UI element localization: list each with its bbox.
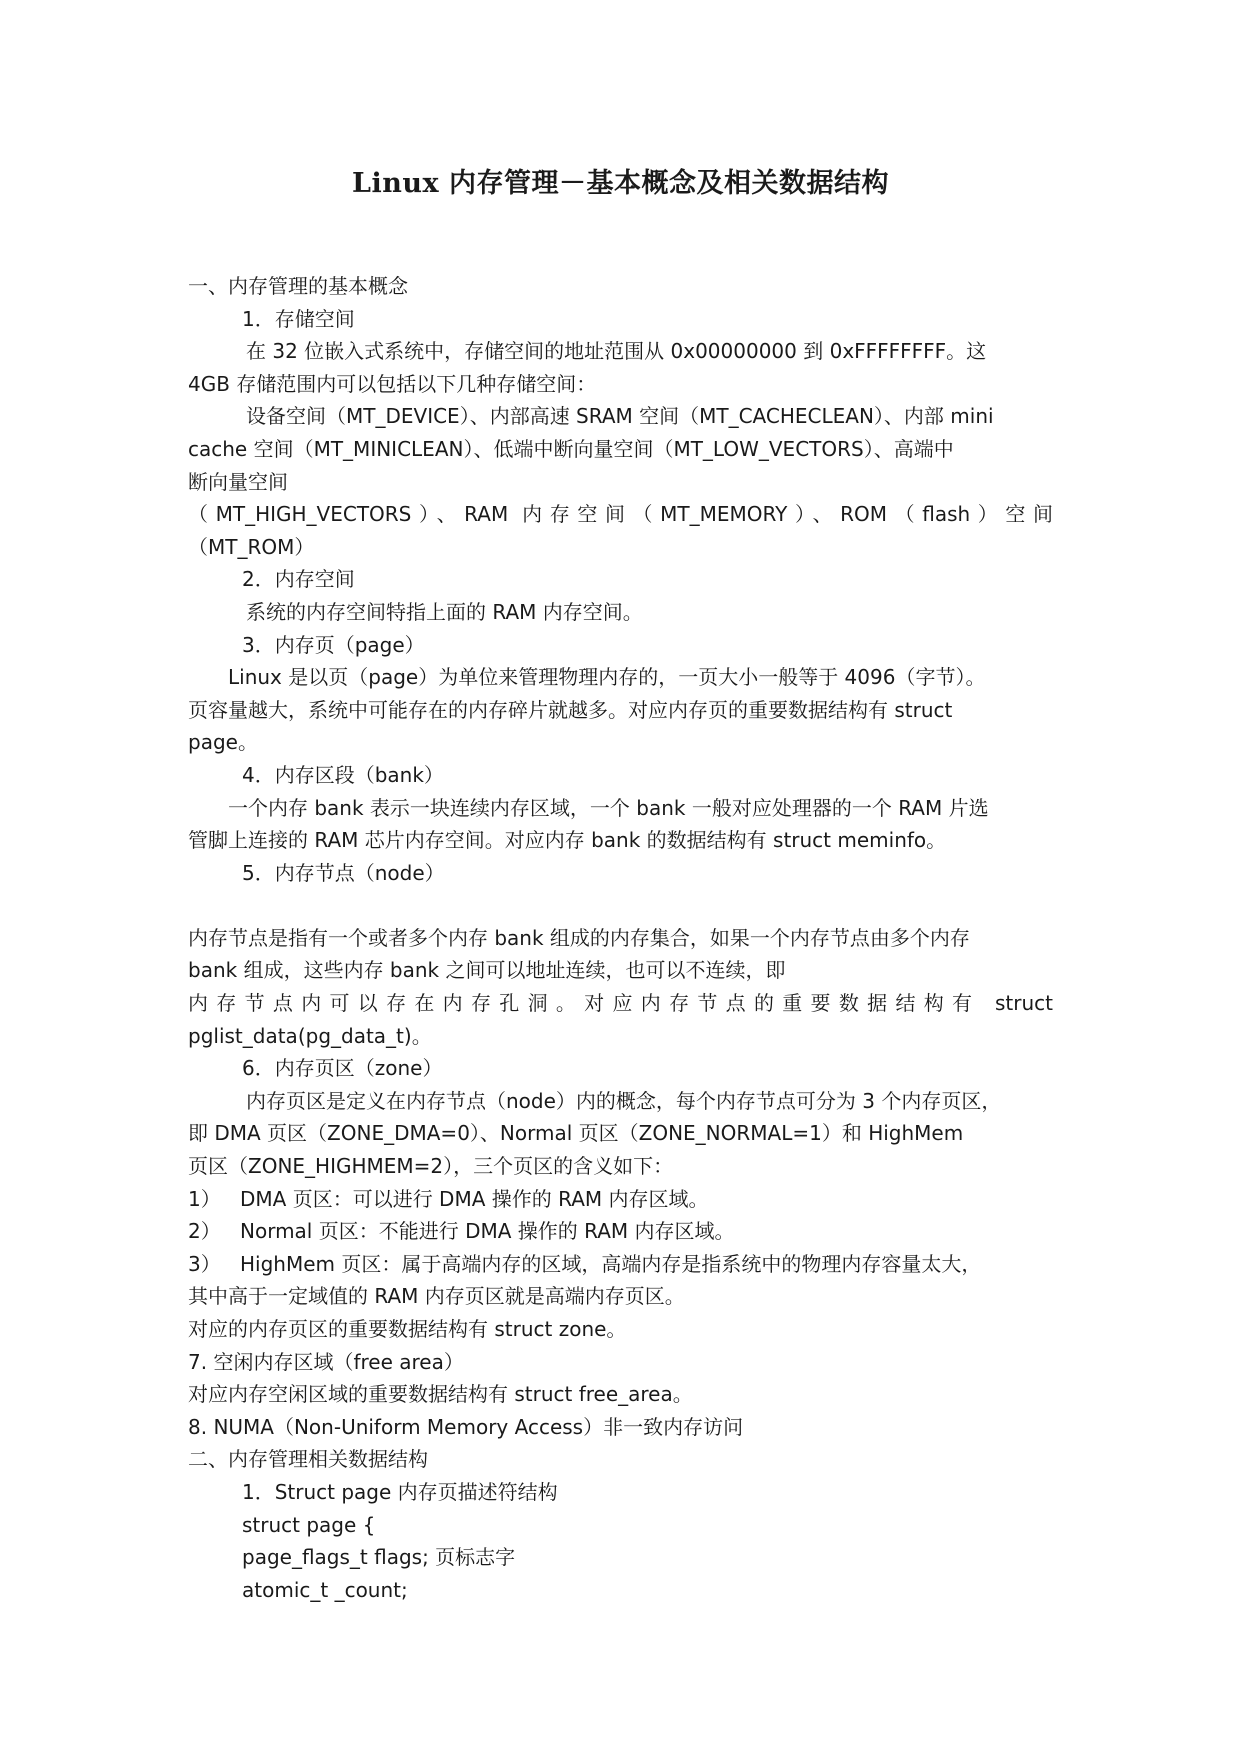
- paragraph-line: bank 组成，这些内存 bank 之间可以地址连续，也可以不连续，即: [188, 958, 786, 983]
- paragraph-line: 对应的内存页区的重要数据结构有 struct zone。: [188, 1317, 627, 1341]
- paragraph-line: pglist_data(pg_data_t)。: [188, 1023, 432, 1048]
- paragraph-line: 内存页区是定义在内存节点（node）内的概念，每个内存节点可分为 3 个内存页区，: [246, 1088, 1002, 1113]
- section-heading-basic-concepts: 一、内存管理的基本概念: [188, 274, 408, 298]
- section-heading-data-structures: 二、内存管理相关数据结构: [188, 1447, 428, 1472]
- list-item-text: Normal 页区：不能进行 DMA 操作的 RAM 内存区域。: [240, 1219, 735, 1244]
- paragraph-line: 对应内存空闲区域的重要数据结构有 struct free_area。: [188, 1382, 693, 1407]
- code-line: atomic_t _count;: [242, 1577, 408, 1602]
- paragraph-line: 设备空间（MT_DEVICE）、内部高速 SRAM 空间（MT_CACHECLEAN）、内部 mini: [246, 404, 994, 429]
- list-item: [188, 1248, 1053, 1281]
- paragraph-line: 内存节点内可以存在内存孔洞。对应内存节点的重要数据结构有 struct: [188, 991, 1053, 1016]
- subheading-storage-space: 1．存储空间: [242, 306, 355, 331]
- subheading-memory-bank: 4．内存区段（bank）: [242, 762, 444, 787]
- subheading-free-area: 7. 空闲内存区域（free area）: [188, 1349, 464, 1374]
- subheading-struct-page: 1．Struct page 内存页描述符结构: [242, 1479, 558, 1504]
- subheading-memory-zone: 6．内存页区（zone）: [242, 1056, 443, 1081]
- code-line: struct page {: [242, 1512, 376, 1537]
- code-line: page_flags_t flags; 页标志字: [242, 1545, 516, 1570]
- paragraph-line: 即 DMA 页区（ZONE_DMA=0）、Normal 页区（ZONE_NORMAL=1）和 HighMem: [188, 1121, 964, 1146]
- paragraph-line: 页区（ZONE_HIGHMEM=2），三个页区的含义如下：: [188, 1154, 674, 1179]
- list-item: [188, 1183, 1053, 1216]
- page-title: Linux 内存管理－基本概念及相关数据结构: [352, 168, 889, 199]
- paragraph-line: cache 空间（MT_MINICLEAN）、低端中断向量空间（MT_LOW_VECTORS）、高端中: [188, 436, 954, 461]
- subheading-memory-node: 5．内存节点（node）: [242, 860, 445, 885]
- list-item-number: 1）: [188, 1186, 221, 1211]
- paragraph-line: （MT_HIGH_VECTORS）、RAM 内存空间（MT_MEMORY）、ROM（flash）空间: [188, 502, 1053, 527]
- paragraph-line: 一个内存 bank 表示一块连续内存区域，一个 bank 一般对应处理器的一个 RAM 片选: [228, 795, 989, 820]
- list-item-text: HighMem 页区：属于高端内存的区域，高端内存是指系统中的物理内存容量太大，: [240, 1251, 982, 1276]
- subheading-memory-space: 2．内存空间: [242, 567, 355, 592]
- list-item-text: DMA 页区：可以进行 DMA 操作的 RAM 内存区域。: [240, 1186, 709, 1211]
- paragraph-line: 内存节点是指有一个或者多个内存 bank 组成的内存集合，如果一个内存节点由多个内存: [188, 925, 970, 950]
- paragraph-line: page。: [188, 730, 258, 755]
- list-item: [188, 1215, 1053, 1248]
- paragraph-line: Linux 是以页（page）为单位来管理物理内存的，一页大小一般等于 4096（字节）。: [228, 665, 986, 690]
- blank-line: [188, 889, 1053, 922]
- list-item-number: 2）: [188, 1219, 221, 1244]
- paragraph-line: 页容量越大，系统中可能存在的内存碎片就越多。对应内存页的重要数据结构有 struct: [188, 697, 953, 722]
- paragraph-line: 断向量空间: [188, 469, 288, 494]
- paragraph-line: 其中高于一定域值的 RAM 内存页区就是高端内存页区。: [188, 1284, 685, 1309]
- paragraph-line: 系统的内存空间特指上面的 RAM 内存空间。: [246, 599, 643, 624]
- paragraph-line: 4GB 存储范围内可以包括以下几种存储空间：: [188, 371, 597, 396]
- subheading-memory-page: 3．内存页（page）: [242, 632, 425, 657]
- paragraph-line: 管脚上连接的 RAM 芯片内存空间。对应内存 bank 的数据结构有 struct meminfo。: [188, 828, 947, 853]
- paragraph-line: 在 32 位嵌入式系统中，存储空间的地址范围从 0x00000000 到 0xFFFFFFFF。这: [246, 339, 987, 364]
- document-body: [188, 270, 1053, 1606]
- list-item-number: 3）: [188, 1251, 221, 1276]
- subheading-numa: 8. NUMA（Non-Uniform Memory Access）非一致内存访问: [188, 1414, 744, 1439]
- paragraph-line: （MT_ROM）: [188, 534, 315, 559]
